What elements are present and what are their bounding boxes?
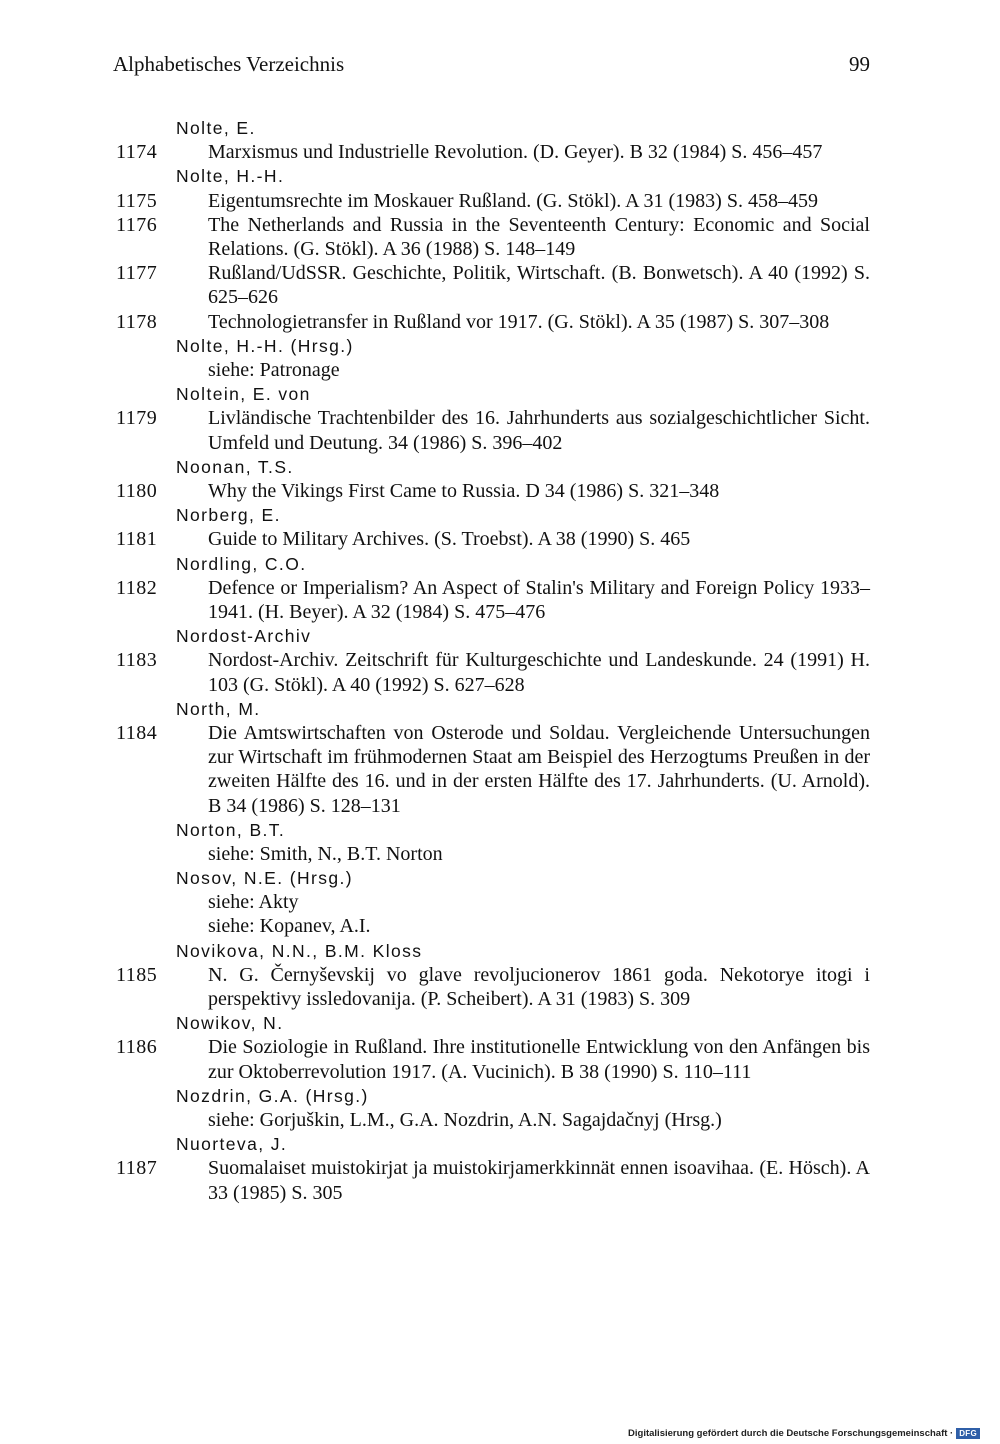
author-heading: Nozdrin, G.A. (Hrsg.): [176, 1085, 369, 1106]
entry-number: 1177: [116, 262, 158, 285]
author-heading: Norberg, E.: [176, 505, 281, 526]
entry-citation: The Netherlands and Russia in the Seventeenth Century: Economic and Social Relations. (G. Stökl). A 36 (1988) S. 148–149: [208, 213, 870, 260]
author-heading: Nolte, H.-H.: [176, 166, 285, 187]
author-heading: Nordling, C.O.: [176, 553, 307, 574]
entry-citation: Marxismus und Industrielle Revolution. (D. Geyer). B 32 (1984) S. 456–457: [208, 141, 823, 164]
entry-number: 1184: [116, 721, 158, 744]
see-reference: siehe: Patronage: [208, 358, 340, 381]
see-reference: siehe: Akty: [208, 891, 299, 914]
index-entry: [0, 576, 1000, 624]
index-entry: [0, 310, 1000, 334]
entry-number: 1179: [116, 407, 158, 430]
author-heading: Novikova, N.N., B.M. Kloss: [176, 940, 423, 961]
author-heading: Nolte, H.-H. (Hrsg.): [176, 335, 354, 356]
index-entry: [0, 140, 1000, 164]
index-entry: [0, 648, 1000, 696]
index-entry: [0, 963, 1000, 1011]
author-heading: North, M.: [176, 698, 261, 719]
author-heading: Nosov, N.E. (Hrsg.): [176, 868, 353, 889]
index-entry: [0, 189, 1000, 213]
see-reference: siehe: Gorjuškin, L.M., G.A. Nozdrin, A.N. Sagajdačnyj (Hrsg.): [208, 1109, 722, 1132]
index-entry: [0, 479, 1000, 503]
entry-citation: Rußland/UdSSR. Geschichte, Politik, Wirtschaft. (B. Bonwetsch). A 40 (1992) S. 625–626: [208, 262, 870, 309]
entry-number: 1183: [116, 649, 158, 672]
entry-citation: Suomalaiset muistokirjat ja muistokirjamerkkinnät ennen isoavihaa. (E. Hösch). A 33 (1985) S. 305: [208, 1157, 870, 1204]
entry-number: 1187: [116, 1157, 158, 1180]
index-entry: [0, 261, 1000, 309]
dfg-logo: DFG: [956, 1428, 980, 1439]
index-entry: [0, 1156, 1000, 1204]
running-head-title: Alphabetisches Verzeichnis: [113, 52, 345, 76]
entry-citation: Die Amtswirtschaften von Osterode und Soldau. Vergleichende Untersuchungen zur Wirtschaft im frühmodernen Staat am Beispiel des Herzogtums Preußen in der zweiten Hälfte des 16. und in der ersten Hälfte des 17. Jahrhunderts. (U. Arnold). B 34 (1986) S. 128–131: [208, 721, 870, 817]
author-heading: Noltein, E. von: [176, 384, 311, 405]
entry-number: 1174: [116, 141, 158, 164]
entry-citation: Guide to Military Archives. (S. Troebst). A 38 (1990) S. 465: [208, 528, 691, 551]
entry-number: 1185: [116, 963, 158, 986]
entry-citation: Defence or Imperialism? An Aspect of Stalin's Military and Foreign Policy 1933–1941. (H. Beyer). A 32 (1984) S. 475–476: [208, 576, 870, 623]
entry-number: 1182: [116, 576, 158, 599]
author-heading: Norton, B.T.: [176, 819, 286, 840]
entry-citation: Technologietransfer in Rußland vor 1917. (G. Stökl). A 35 (1987) S. 307–308: [208, 310, 830, 333]
page-header: [113, 52, 870, 82]
entry-number: 1186: [116, 1036, 158, 1059]
entry-citation: Nordost-Archiv. Zeitschrift für Kulturgeschichte und Landeskunde. 24 (1991) H. 103 (G. Stökl). A 40 (1992) S. 627–628: [208, 649, 870, 696]
see-reference: siehe: Kopanev, A.I.: [208, 915, 371, 938]
author-heading: Noonan, T.S.: [176, 456, 294, 477]
entry-citation: Eigentumsrechte im Moskauer Rußland. (G. Stökl). A 31 (1983) S. 458–459: [208, 189, 818, 212]
entry-number: 1176: [116, 213, 158, 236]
entry-number: 1180: [116, 479, 158, 502]
entry-number: 1178: [116, 310, 158, 333]
entry-citation: N. G. Černyševskij vo glave revoljucionerov 1861 goda. Nekotorye itogi i perspektivy issledovanija. (P. Scheibert). A 31 (1983) S. 309: [208, 963, 870, 1011]
entry-citation: Die Soziologie in Rußland. Ihre institutionelle Entwicklung von den Anfängen bis zur Oktoberrevolution 1917. (A. Vucinich). B 38 (1990) S. 110–111: [208, 1036, 870, 1083]
entry-number: 1181: [116, 528, 158, 551]
see-reference: siehe: Smith, N., B.T. Norton: [208, 842, 443, 865]
index-entry: [0, 213, 1000, 261]
author-heading: Nuorteva, J.: [176, 1134, 288, 1155]
entry-number: 1175: [116, 189, 158, 212]
index-entry: [0, 406, 1000, 454]
index-entry: [0, 1035, 1000, 1083]
page-number: 99: [849, 52, 870, 76]
entry-citation: Why the Vikings First Came to Russia. D 34 (1986) S. 321–348: [208, 479, 720, 502]
author-heading: Nordost-Archiv: [176, 626, 312, 647]
author-heading: Nowikov, N.: [176, 1013, 284, 1034]
author-heading: Nolte, E.: [176, 118, 256, 138]
entry-citation: Livländische Trachtenbilder des 16. Jahrhunderts aus sozialgeschichtlicher Sicht. Umfeld und Deutung. 34 (1986) S. 396–402: [208, 407, 870, 454]
index-entry: [0, 721, 1000, 818]
author-index-list: [0, 116, 1000, 1205]
index-entry: [0, 527, 1000, 551]
digitization-footer: [628, 1428, 980, 1439]
footer-text: Digitalisierung gefördert durch die Deutsche Forschungsgemeinschaft ·: [628, 1428, 954, 1439]
